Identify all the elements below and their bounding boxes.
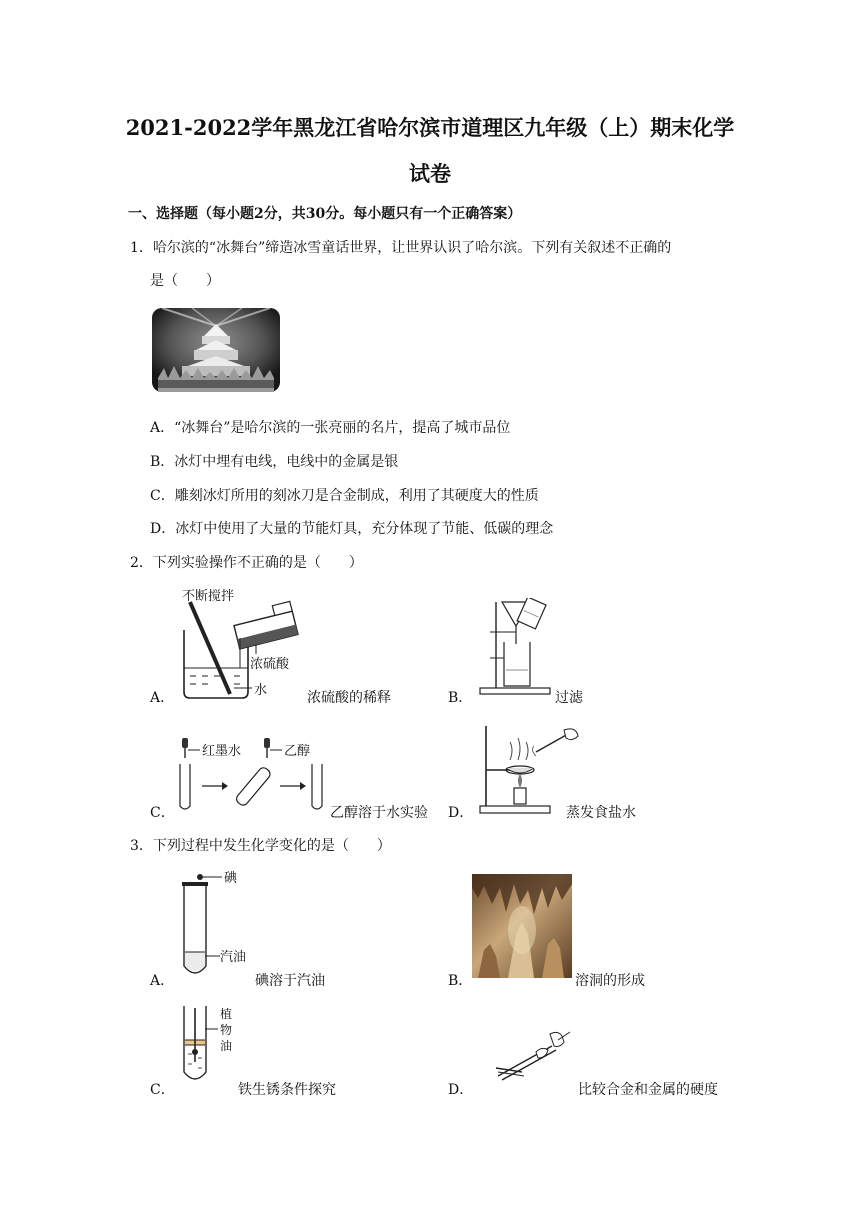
q2-option-b-caption: 过滤: [555, 690, 583, 706]
q2-stem: 2．下列实验操作不正确的是（ ）: [130, 555, 363, 571]
q1-option-a: A．“冰舞台”是哈尔滨的一张亮丽的名片，提高了城市品位: [150, 420, 511, 436]
ice-stage-photo: [152, 308, 280, 392]
q3-cave-photo: [472, 874, 572, 978]
q3-figure-hardness: [492, 1028, 572, 1088]
q3-option-a-caption: 碘溶于汽油: [255, 973, 325, 989]
label-stir: 不断搅拌: [182, 589, 235, 604]
q2-option-c-caption: 乙醇溶于水实验: [330, 805, 428, 821]
q2-figure-acid-dilution: [178, 588, 308, 706]
q3-option-b-caption: 溶洞的形成: [575, 973, 645, 989]
q3-figure-iodine-gasoline: [178, 866, 268, 980]
q2-figure-ethanol-water: [176, 736, 332, 814]
section-heading: 一、选择题（每小题2分，共30分。每小题只有一个正确答案）: [128, 206, 522, 222]
q3-option-a-letter: A．: [150, 973, 175, 989]
label-water: 水: [254, 683, 268, 698]
q2-option-b-letter: B．: [448, 690, 473, 706]
exam-title-line1: 2021-2022学年黑龙江省哈尔滨市道理区九年级（上）期末化学: [125, 115, 735, 140]
q2-option-a-letter: A．: [150, 690, 175, 706]
label-iodine: 碘: [224, 871, 238, 886]
label-plant-1: 植: [220, 1007, 233, 1021]
q3-option-c-caption: 铁生锈条件探究: [238, 1082, 336, 1098]
q3-option-b-letter: B．: [448, 973, 473, 989]
q1-option-c: C．雕刻冰灯所用的刻冰刀是合金制成，利用了其硬度大的性质: [150, 488, 539, 504]
label-ethanol: 乙醇: [284, 744, 311, 759]
label-conc-acid: 浓硫酸: [250, 657, 290, 672]
label-plant-3: 油: [220, 1039, 233, 1053]
q2-option-a-caption: 浓硫酸的稀释: [307, 690, 391, 706]
q1-option-d: D．冰灯中使用了大量的节能灯具，充分体现了节能、低碳的理念: [150, 521, 554, 537]
exam-title-line2: 试卷: [409, 161, 451, 186]
q2-figure-filtration: [476, 598, 552, 698]
q1-stem-line2: 是（ ）: [150, 273, 220, 289]
q2-option-c-letter: C．: [150, 805, 175, 821]
q3-stem: 3．下列过程中发生化学变化的是（ ）: [130, 838, 391, 854]
q3-option-d-letter: D．: [448, 1082, 474, 1098]
q2-option-d-caption: 蒸发食盐水: [566, 805, 636, 821]
label-plant-2: 物: [220, 1023, 233, 1037]
q3-option-c-letter: C．: [150, 1082, 175, 1098]
q3-figure-rust-test: [178, 1002, 254, 1086]
q1-option-b: B．冰灯中埋有电线，电线中的金属是银: [150, 454, 399, 470]
q3-option-d-caption: 比较合金和金属的硬度: [578, 1082, 718, 1098]
q2-option-d-letter: D．: [448, 805, 474, 821]
label-gasoline: 汽油: [220, 950, 247, 965]
q1-stem-line1: 1．哈尔滨的“冰舞台”缔造冰雪童话世界，让世界认识了哈尔滨。下列有关叙述不正确的: [130, 240, 672, 256]
label-red-ink: 红墨水: [202, 744, 242, 759]
